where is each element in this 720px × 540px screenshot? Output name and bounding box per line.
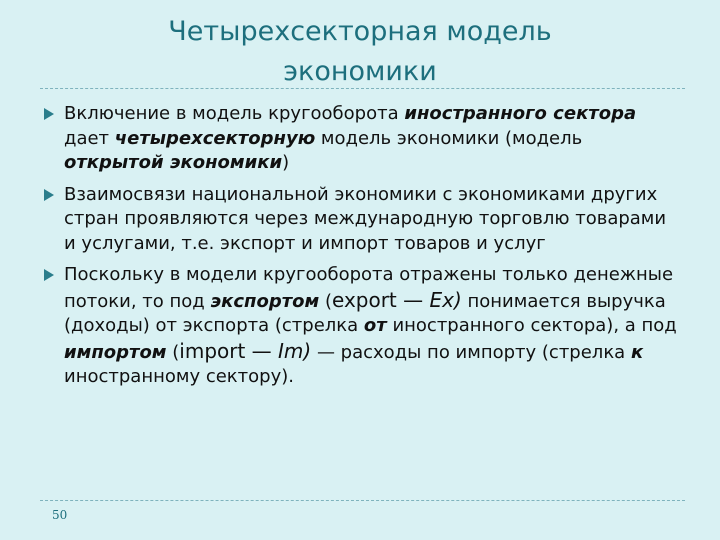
bullet-item-1 [42, 102, 682, 176]
bullet-text: Взаимосвязи национальной экономики с экономиками других стран проявляются через международную торговлю товарами и услугами, т.е. экспорт и импорт товаров и услуг [64, 183, 667, 254]
page-number: 50 [52, 508, 68, 522]
abbreviation-text: Im) [278, 338, 312, 363]
bullet-text: дает [64, 127, 115, 149]
emphasis-text: открытой экономики [64, 152, 283, 173]
bullet-list [42, 102, 682, 397]
emphasis-text: иностранного сектора [404, 103, 637, 124]
slide-title [40, 12, 680, 92]
emphasis-text: от [363, 315, 387, 336]
arrow-bullet-icon [44, 108, 54, 120]
title-line-2: экономики [283, 56, 437, 87]
bullet-text: модель экономики (модель [315, 127, 583, 149]
emphasis-text: к [630, 341, 644, 363]
emphasis-text: четырехсекторную [114, 127, 316, 149]
bullet-text: Поскольку в модели кругооборота отражены только денежные потоки, то под [64, 264, 674, 312]
abbreviation-text: Ex) [429, 287, 462, 312]
bullet-text: понимается выручка (доходы) от экспорта (стрелка [64, 290, 666, 336]
bullet-text: иностранного сектора), а под [386, 315, 677, 336]
term-text: export — [331, 287, 430, 312]
term-text: import — [179, 338, 279, 363]
bullet-text: ( [166, 341, 180, 363]
arrow-bullet-icon [44, 189, 54, 201]
bullet-item-2 [42, 183, 682, 257]
title-line-1: Четырехсекторная модель [168, 16, 552, 47]
emphasis-text: импортом [64, 341, 167, 363]
bottom-divider [40, 500, 685, 501]
bullet-text: ) [282, 152, 290, 173]
top-divider [40, 88, 685, 89]
bullet-text: — расходы по импорту (стрелка [311, 341, 631, 363]
bullet-text: иностранному сектору). [64, 366, 294, 387]
arrow-bullet-icon [44, 269, 54, 281]
bullet-text: ( [319, 290, 332, 312]
bullet-item-3 [42, 263, 682, 390]
bullet-text: Включение в модель кругооборота [64, 103, 405, 124]
emphasis-text: экспортом [210, 290, 320, 312]
